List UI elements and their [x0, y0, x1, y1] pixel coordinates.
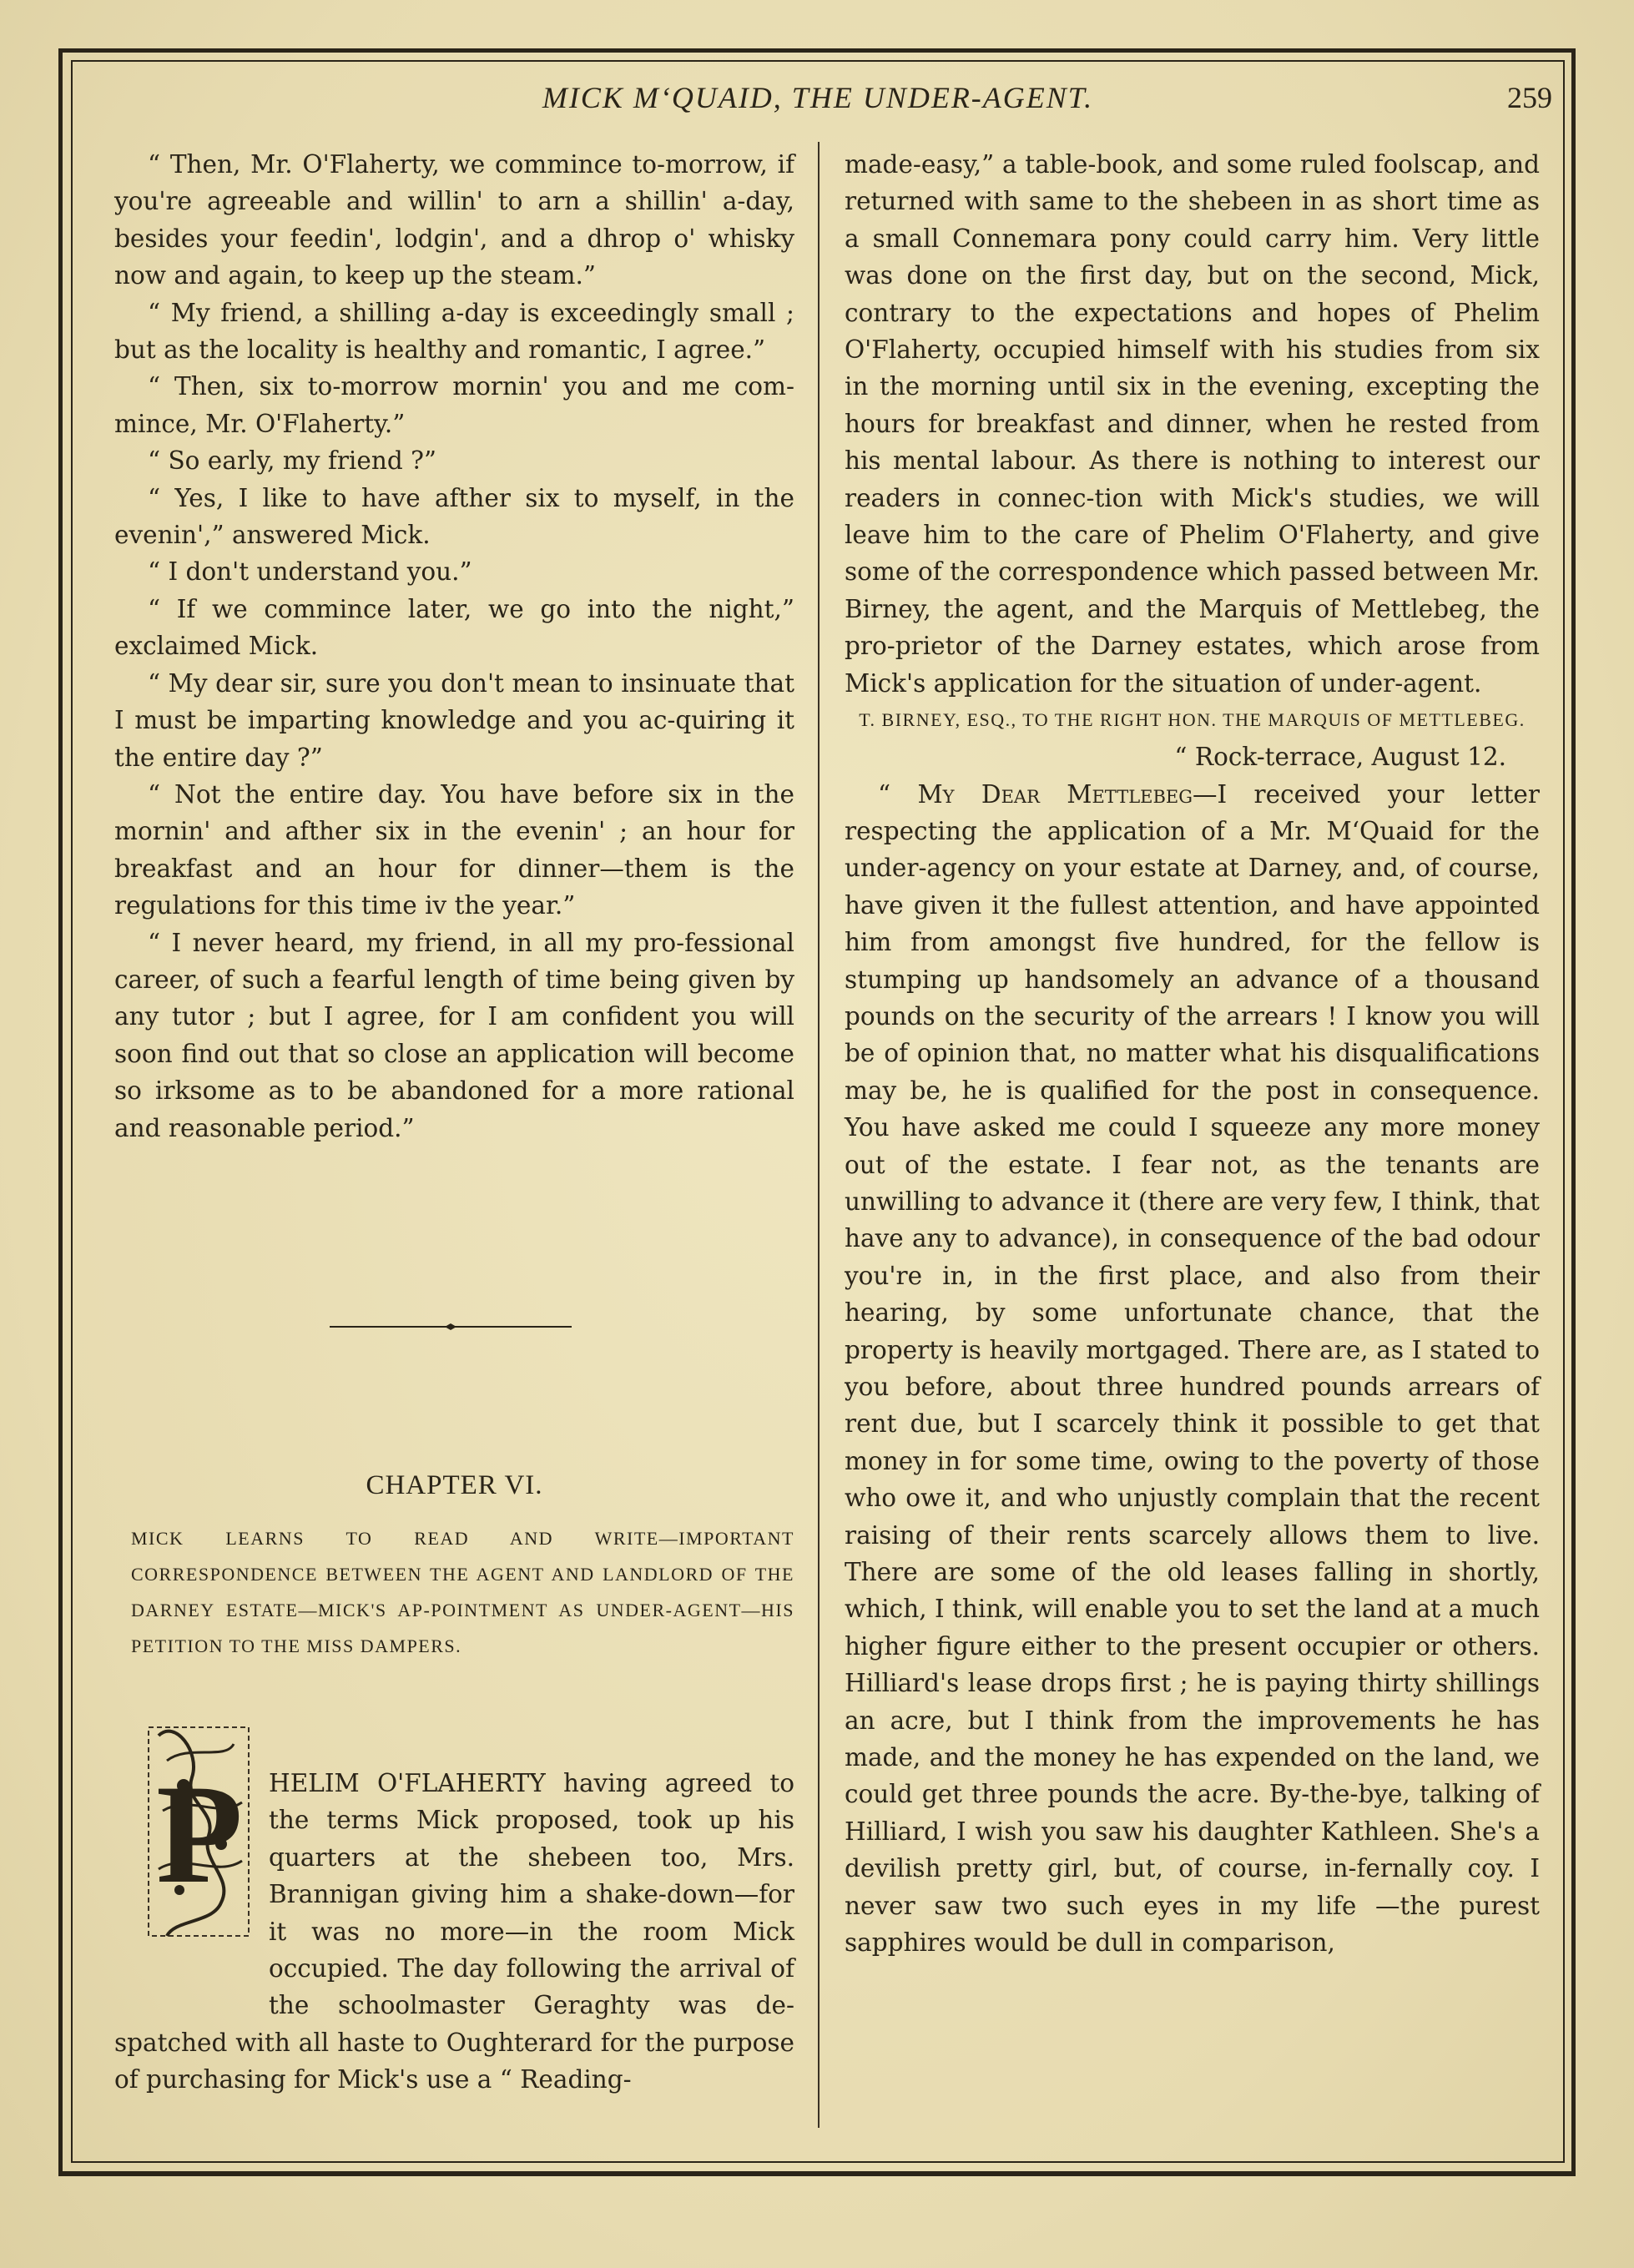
border-inner-left: [71, 60, 73, 2163]
paragraph: “ I never heard, my friend, in all my pro-fessional career, of such a fearful length of time being given by any tutor ; but I agree, for I am confident you will soon find out that so close an application will become so irksome as to be abandoned for a more rational and reasonable period.”: [114, 928, 794, 1142]
paragraph: “ Then, six to-morrow mornin' you and me com-mince, Mr. O'Flaherty.”: [114, 372, 794, 438]
letter-heading: T. BIRNEY, ESQ., TO THE RIGHT HON. THE MARQUIS OF METTLEBEG.: [859, 709, 1526, 731]
letter-date: “ Rock-terrace, August 12.: [1174, 743, 1506, 772]
running-head-title: MICK M‘QUAID, THE UNDER-AGENT.: [542, 81, 1094, 114]
paragraph: “ If we commince later, we go into the night,” exclaimed Mick.: [114, 594, 794, 661]
paragraph: “ Then, Mr. O'Flaherty, we commince to-morrow, if you're agreeable and willin' to arn a shillin' a-day, besides your feedin', lodgin', and a dhrop o' whisky now and again, to keep up the steam.”: [114, 150, 794, 290]
paragraph: “ My friend, a shilling a-day is exceedingly small ; but as the locality is healthy and romantic, I agree.”: [114, 298, 794, 365]
border-outer-right: [1571, 48, 1576, 2176]
letter-salutation: My Dear Mettlebeg: [917, 779, 1193, 809]
border-inner-right: [1563, 60, 1565, 2163]
paragraph: “ Not the entire day. You have before six in the mornin' and afther six in the evenin' ; an hour for breakfast and an hour for dinner—them is the regulations for this time iv the year.”: [114, 779, 794, 920]
paragraph: “ I don't understand you.”: [148, 557, 472, 587]
page-number: 259: [1507, 81, 1552, 114]
letter-body-text: —I received your letter respecting the application of a Mr. M‘Quaid for the under-agency on your estate at Darney, and, of course, have given it the fullest attention, and have appointed him from amongst five hundred, for the fellow is stumping up handsomely an advance of a thousand pounds on the security of the arrears ! I know you will be of opinion that, no matter what his disqualifications may be, he is qualified for the post in consequence. You have asked me could I squeeze any more money out of the estate. I fear not, as the tenants are unwilling to advance it (there are very few, I think, that have any to advance), in consequence of the bad odour you're in, in the first place, and also from their hearing, by some unfortunate chance, that the property is heavily mortgaged. There are, as I stated to you before, about three hundred pounds arrears of rent due, but I scarcely think it possible to get that money in for some time, owing to the poverty of those who owe it, and who unjustly complain that the recent raising of their rents scarcely allows them to live. There are some of the old leases falling in shortly, which, I think, will enable you to set the land at a much higher figure either to the present occupier or others. Hilliard's lease drops first ; he is paying thirty shillings an acre, but I think from the improvements he has made, and the money he has expended on the land, we could get three pounds the acre. By-the-bye, talking of Hilliard, I wish you saw his daughter Kathleen. She's a devilish pretty girl, but, of course, in-fernally coy. I never saw two such eyes in my life —the purest sapphires would be dull in comparison,: [845, 779, 1540, 1958]
dropcap-letter: P: [156, 1756, 243, 1913]
opening-first-word-spacer: HELIM O'FLAHERTY: [269, 1769, 546, 1797]
border-outer-top: [58, 48, 1576, 53]
paragraph: “ So early, my friend ?”: [148, 446, 436, 476]
opening-text: having agreed to the terms Mick proposed, took up his quarters at the shebeen too, Mrs. Brannigan giving him a shake-down—for it was no more—in the room Mick occupied. The day following the arrival of the schoolmaster Geraghty was de-spatched with all haste to Oughterard for the purpose of purchasing for Mick's use a “ Reading-: [114, 1769, 794, 2094]
paragraph: “ Yes, I like to have afther six to myself, in the evenin',” answered Mick.: [114, 483, 794, 550]
letter-body: “ My Dear Mettlebeg—I received your letter respecting the application of a Mr. M‘Quaid for the under-agency on your estate at Darney, and, of course, have given it the fullest attention, and have appointed him from amongst five hundred, for the fellow is stumping up handsomely an advance of a thousand pounds on the security of the arrears ! I know you will be of opinion that, no matter what his disqualifications may be, he is qualified for the post in consequence. You have asked me could I squeeze any more money out of the estate. I fear not, as the tenants are unwilling to advance it (there are very few, I think, that have any to advance), in consequence of the bad odour you're in, in the first place, and also from their hearing, by some unfortunate chance, that the property is heavily mortgaged. There are, as I stated to you before, about three hundred pounds arrears of rent due, but I scarcely think it possible to get that money in for some time, owing to the poverty of those who owe it, and who unjustly complain that the recent raising of their rents scarcely allows them to live. There are some of the old leases falling in shortly, which, I think, will enable you to set the land at a much higher figure either to the present occupier or others. Hilliard's lease drops first ; he is paying thirty shillings an acre, but I think from the improvements he has made, and the money he has expended on the land, we could get three pounds the acre. By-the-bye, talking of Hilliard, I wish you saw his daughter Kathleen. She's a devilish pretty girl, but, of course, in-fernally coy. I never saw two such eyes in my life —the purest sapphires would be dull in comparison,: [845, 779, 1540, 1958]
chapter-summary: MICK LEARNS TO READ AND WRITE—IMPORTANT CORRESPONDENCE BETWEEN THE AGENT AND LANDLORD OF THE DARNEY ESTATE—MICK'S AP-POINTMENT AS UNDER-AGENT—HIS PETITION TO THE MISS DAMPERS.: [131, 1528, 794, 1656]
border-outer-left: [58, 48, 63, 2176]
border-inner-bottom: [71, 2161, 1565, 2163]
paragraph: “ My dear sir, sure you don't mean to insinuate that I must be imparting knowledge and you ac-quiring it the entire day ?”: [114, 668, 794, 772]
column-divider: [818, 142, 820, 2128]
left-column: [114, 146, 794, 1147]
border-inner-top: [71, 60, 1565, 62]
border-outer-bottom: [58, 2171, 1576, 2176]
section-ornament: [330, 1323, 572, 1331]
chapter-opening-body: [114, 1765, 794, 2099]
right-column: [845, 146, 1540, 1962]
continuation-paragraph: made-easy,” a table-book, and some ruled foolscap, and returned with same to the shebeen in as short time as a small Connemara pony could carry him. Very little was done on the first day, but on the second, Mick, contrary to the expectations and hopes of Phelim O'Flaherty, occupied himself with his studies from six in the morning until six in the evening, excepting the hours for breakfast and dinner, when he rested from his mental labour. As there is nothing to interest our readers in connec-tion with Mick's studies, we will leave him to the care of Phelim O'Flaherty, and give some of the correspondence which passed between Mr. Birney, the agent, and the Marquis of Mettlebeg, the pro-prietor of the Darney estates, which arose from Mick's application for the situation of under-agent.: [845, 150, 1540, 698]
chapter-heading: CHAPTER VI.: [366, 1470, 543, 1500]
